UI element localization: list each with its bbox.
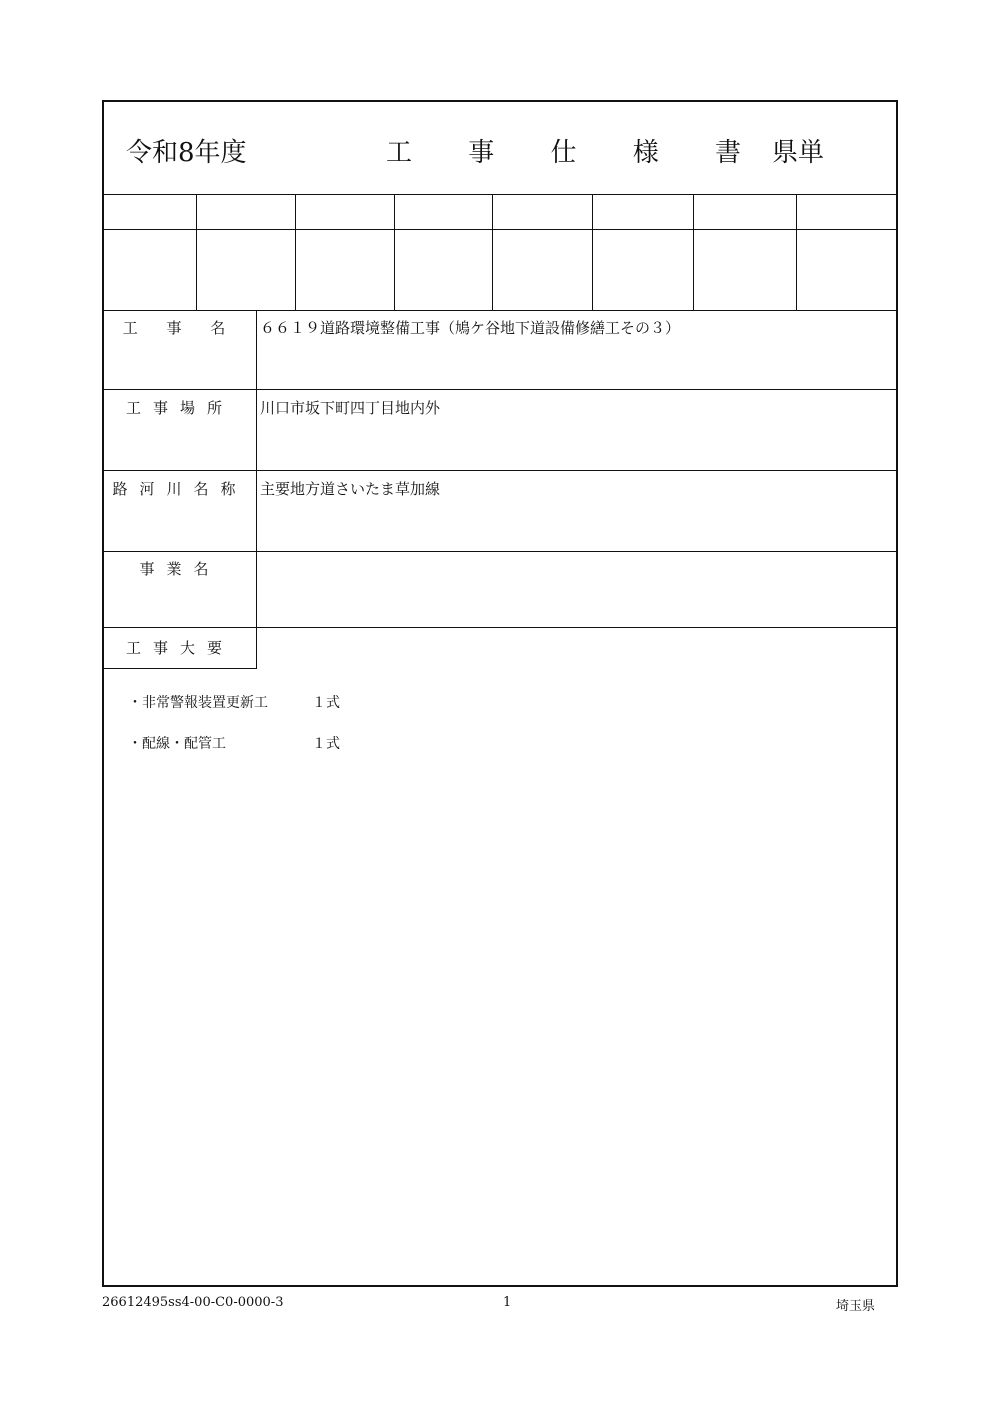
summary-item-qty: １式 [312,736,340,752]
stamp-grid-line [394,194,395,310]
summary-item-name: ・配線・配管工 [128,736,226,752]
location-label: 工事場所 [125,399,234,417]
divider [104,627,896,628]
stamp-grid-line [796,194,797,310]
label-column-line [256,310,257,668]
spec-sheet-frame [102,100,898,1287]
location-value: 川口市坂下町四丁目地内外 [260,399,441,417]
divider [104,229,896,230]
stamp-grid-line [196,194,197,310]
road-name-value: 主要地方道さいたま草加線 [260,480,441,498]
project-name-label: 工 事 名 [122,319,238,337]
divider [104,470,896,471]
organization: 埼玉県 [836,1299,876,1314]
road-name-label: 路河川名称 [112,480,248,498]
summary-item-name: ・非常警報装置更新工 [128,695,268,711]
business-name-label: 事業名 [139,560,221,578]
stamp-grid-line [295,194,296,310]
document-code: 26612495ss4-00-C0-0000-3 [102,1295,284,1310]
document-title: 工 事 仕 様 書 [386,138,766,168]
summary-item [128,733,340,753]
stamp-grid-line [693,194,694,310]
divider [104,310,896,311]
project-name-value: ６６１９道路環境整備工事（鳩ケ谷地下道設備修繕工その３） [260,319,681,337]
fiscal-year: 令和8年度 [126,138,247,168]
stamp-grid-line [592,194,593,310]
summary-item-qty: １式 [312,695,340,711]
divider [104,389,896,390]
divider [104,194,896,195]
title-row [104,102,896,194]
summary-item [128,692,340,712]
divider [104,668,257,669]
stamp-grid-line [492,194,493,310]
overview-label: 工事大要 [125,639,234,657]
page-number: 1 [503,1295,512,1310]
divider [104,551,896,552]
budget-category: 県単 [772,138,825,168]
